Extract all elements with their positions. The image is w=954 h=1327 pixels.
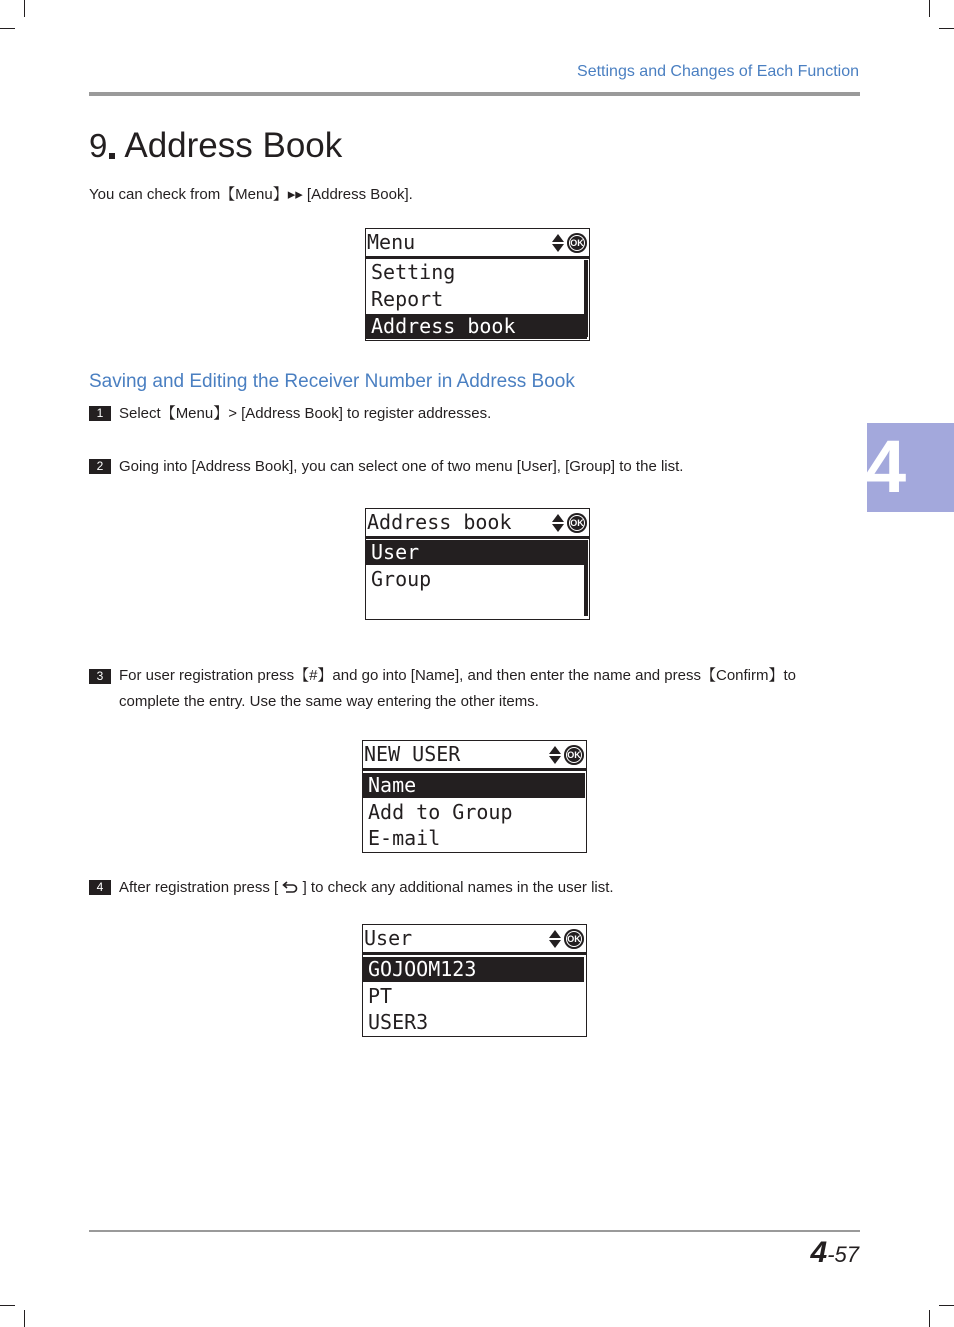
chapter-tab [867, 423, 954, 512]
lcd-menu-item-selected: GOJOOM123 [363, 957, 584, 982]
lcd-menu-item: Group [371, 567, 432, 591]
lcd-menu-item: Setting [371, 260, 456, 284]
footer-rule [89, 1230, 860, 1232]
crop-mark [929, 0, 930, 17]
lcd-menu-item: PT [368, 984, 393, 1008]
section-heading: Saving and Editing the Receiver Number in Address Book [89, 371, 575, 392]
section-number: 9 [89, 127, 108, 164]
lcd-title: User [364, 926, 413, 950]
ok-button-icon: OK [567, 233, 587, 253]
running-header: Settings and Changes of Each Function [577, 63, 859, 80]
lcd-nav-icons [549, 928, 584, 950]
lcd-header [366, 229, 589, 259]
lcd-menu-item-selected: Name [363, 773, 584, 798]
header-rule [89, 92, 860, 96]
back-arrow-icon [282, 880, 298, 894]
lcd-scrollbar [584, 540, 588, 616]
chapter-tab-number: 4 [865, 425, 907, 508]
lcd-scrollbar [581, 773, 585, 798]
lcd-nav-icons [552, 232, 587, 254]
section-dot [109, 153, 115, 159]
lcd-header [363, 925, 586, 955]
lcd-screen-menu [365, 228, 590, 341]
step-number-badge: 3 [89, 669, 111, 684]
step-text: Select【Menu】> [Address Book] to register addresses. [119, 405, 492, 422]
up-down-arrows-icon [552, 233, 564, 253]
crop-mark [0, 1305, 15, 1306]
lcd-screen-address-book [365, 508, 590, 620]
step-number-badge: 2 [89, 459, 111, 474]
lcd-title: Address book [367, 510, 512, 534]
intro-text: You can check from【Menu】▸▸ [Address Book]. [89, 186, 413, 203]
lcd-menu-item-selected: User [366, 540, 587, 565]
page-num: 57 [834, 1242, 859, 1267]
crop-mark [24, 1310, 25, 1327]
up-down-arrows-icon [552, 513, 564, 533]
step-number-badge: 4 [89, 880, 111, 895]
step-text [119, 879, 614, 897]
lcd-title: Menu [367, 230, 416, 254]
step-text-before: After registration press [ [119, 879, 283, 896]
section-title: Address Book [124, 126, 343, 165]
lcd-screen-user-list [362, 924, 587, 1037]
page-number [811, 1236, 860, 1270]
lcd-menu-item: Add to Group [368, 800, 513, 824]
lcd-menu-item: E-mail [368, 826, 441, 850]
lcd-nav-icons [552, 512, 587, 534]
lcd-screen-new-user [362, 740, 587, 853]
lcd-header [366, 509, 589, 539]
lcd-title: NEW USER [364, 742, 461, 766]
ok-button-icon: OK [564, 929, 584, 949]
crop-mark [929, 1310, 930, 1327]
lcd-menu-item-selected: Address book [366, 314, 587, 339]
step-text-after: ] to check any additional names in the user list. [298, 879, 614, 896]
lcd-scrollbar [584, 260, 588, 337]
page-chapter: 4 [810, 1236, 828, 1269]
ok-button-icon: OK [567, 513, 587, 533]
step-text: For user registration press【#】and go into [Name], and then enter the name and press【Confirm】to complete the entry. Use the same way entering the other items. [119, 667, 796, 710]
up-down-arrows-icon [549, 745, 561, 765]
page-title [89, 126, 342, 166]
lcd-menu-item: USER3 [368, 1010, 429, 1034]
lcd-menu-item: Report [371, 287, 444, 311]
up-down-arrows-icon [549, 929, 561, 949]
step-text: Going into [Address Book], you can select one of two menu [User], [Group] to the list. [119, 458, 684, 475]
lcd-nav-icons [549, 744, 584, 766]
ok-button-icon: OK [564, 745, 584, 765]
crop-mark [0, 28, 15, 29]
lcd-header [363, 741, 586, 771]
crop-mark [939, 28, 954, 29]
crop-mark [939, 1305, 954, 1306]
page-separator: - [827, 1242, 835, 1267]
step-number-badge: 1 [89, 406, 111, 421]
crop-mark [24, 0, 25, 17]
